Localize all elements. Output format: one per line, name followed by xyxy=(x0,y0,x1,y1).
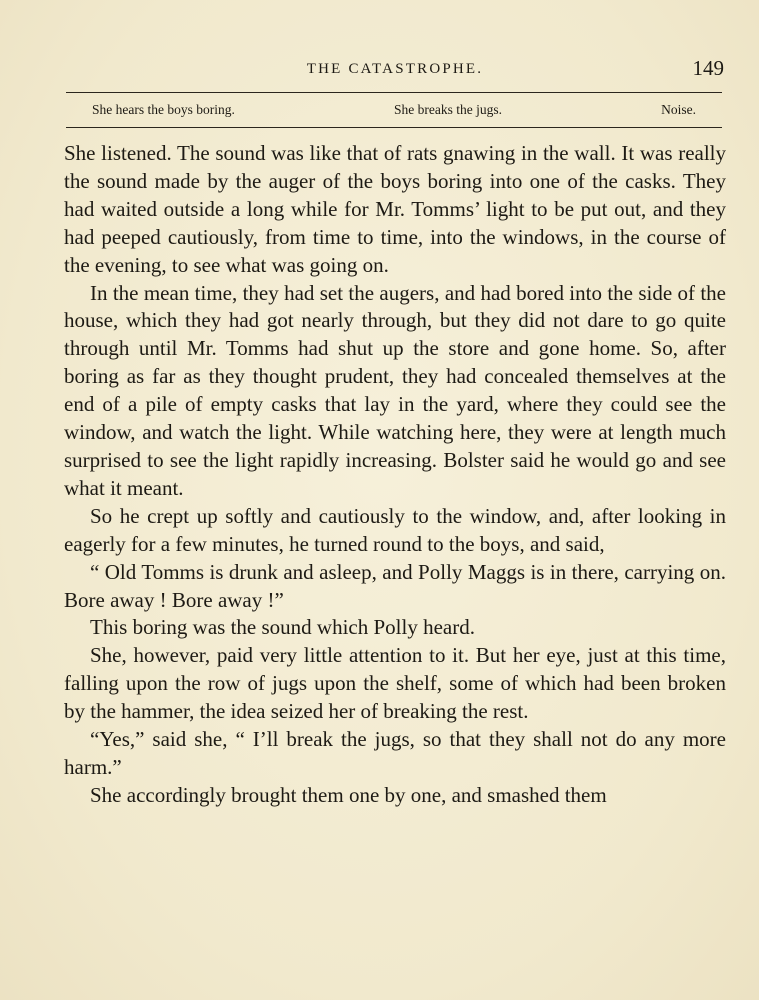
paragraph: In the mean time, they had set the augers, and had bored into the side of the house, which they had got nearly through, but they did not dare to go quite through until Mr. Tomms had shut up the store and gone home. So, after boring as far as they thought prudent, they had concealed themselves at the end of a pile of empty casks that lay in the yard, where they could see the window, and watch the light. While watching here, they were at length much surprised to see the light rapidly increasing. Bolster said he would go and see what it meant. xyxy=(64,280,726,500)
page-number: 149 xyxy=(692,56,724,80)
marginal-note: She hears the boys boring. xyxy=(92,102,235,117)
paragraph: “Yes,” said she, “ I’ll break the jugs, so that they shall not do any more harm.” xyxy=(64,727,726,779)
marginal-note: Noise. xyxy=(661,102,696,117)
marginal-notes xyxy=(66,102,722,122)
paragraph: She, however, paid very little attention to it. But her eye, just at this time, falling upon the row of jugs upon the shelf, some of which had been broken by the hammer, the idea seized her of breaking the rest. xyxy=(64,643,726,724)
running-head xyxy=(64,58,726,82)
paragraph: She accordingly brought them one by one, and smashed them xyxy=(90,782,607,807)
paragraph: “ Old Tomms is drunk and asleep, and Polly Maggs is in there, carrying on. Bore away ! Bore away !” xyxy=(64,559,726,612)
body-text xyxy=(64,140,726,810)
header-rule-top xyxy=(66,92,722,93)
paragraph: So he crept up softly and cautiously to the window, and, after looking in eagerly for a few minutes, he turned round to the boys, and said, xyxy=(64,503,726,556)
paragraph: This boring was the sound which Polly heard. xyxy=(90,615,475,640)
marginal-note: She breaks the jugs. xyxy=(394,102,502,117)
paragraph: She listened. The sound was like that of rats gnawing in the wall. It was really the sound made by the auger of the boys boring into one of the casks. They had waited outside a long while for Mr. Tomms’ light to be put out, and they had peeped cautiously, from time to time, into the windows, in the course of the evening, to see what was going on. xyxy=(64,141,726,277)
header-rule-bottom xyxy=(66,127,722,128)
chapter-title: THE CATASTROPHE. xyxy=(306,61,484,77)
